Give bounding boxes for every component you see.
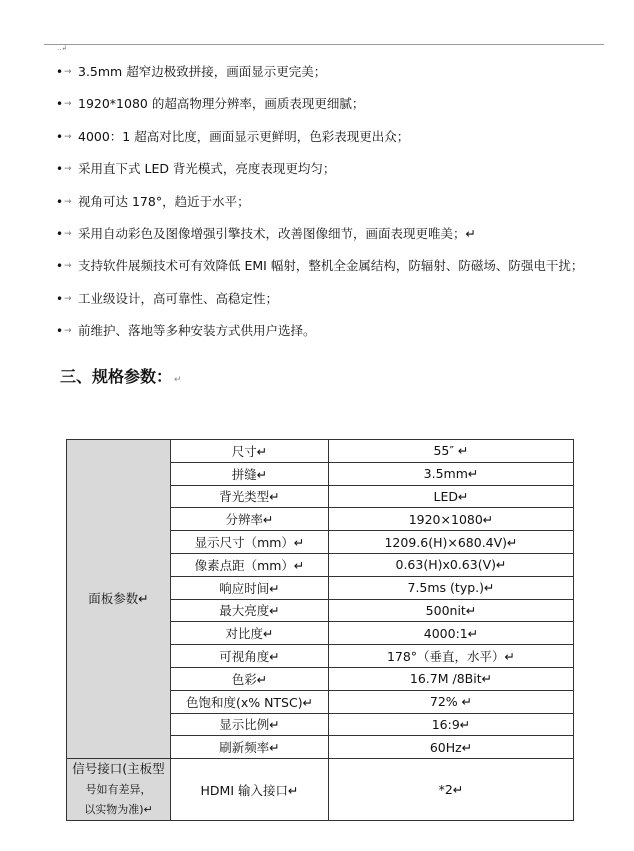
spec-name: 拼缝↵: [171, 462, 329, 485]
spec-name: 最大亮度↵: [171, 599, 329, 622]
spec-value: 16.7M /8Bit↵: [329, 667, 574, 690]
spec-value: LED↵: [329, 485, 574, 508]
spec-name: 色彩↵: [171, 667, 329, 690]
list-item: [56, 94, 616, 126]
tab-arrow-icon: →: [64, 164, 72, 175]
feature-text: 视角可达 178°，趋近于水平；: [78, 193, 250, 209]
spec-name: 对比度↵: [171, 622, 329, 645]
list-item: [56, 321, 616, 353]
bullet-icon: •: [56, 291, 64, 306]
list-item: [56, 224, 616, 256]
bullet-icon: •: [56, 129, 64, 144]
spec-table: [66, 439, 574, 821]
tab-arrow-icon: →: [64, 326, 72, 337]
signal-group-line: 信号接口(主板型: [72, 761, 165, 777]
feature-list: [56, 62, 616, 354]
spec-value: 60Hz↵: [329, 736, 574, 759]
spec-value: 55″ ↵: [329, 440, 574, 463]
spec-value: 4000:1↵: [329, 622, 574, 645]
spec-value: 1920×1080↵: [329, 508, 574, 531]
feature-text: 前维护、落地等多种安装方式供用户选择。: [78, 323, 316, 339]
spec-value: 7.5ms (typ.)↵: [329, 576, 574, 599]
spec-value: 500nit↵: [329, 599, 574, 622]
spec-value: *2↵: [329, 759, 574, 821]
spec-name: 显示尺寸（mm）↵: [171, 531, 329, 554]
section-heading: [60, 364, 182, 387]
spec-name: 色饱和度(x% NTSC)↵: [171, 690, 329, 713]
feature-text: 1920*1080 的超高物理分辨率，画质表现更细腻；: [78, 96, 365, 112]
spec-value: 3.5mm↵: [329, 462, 574, 485]
feature-text: 支持软件展频技术可有效降低 EMI 幅射，整机全金属结构，防辐射、防磁场、防强电干扰；: [78, 258, 584, 274]
spec-name: 响应时间↵: [171, 576, 329, 599]
spec-name: 刷新频率↵: [171, 736, 329, 759]
panel-params-group: 面板参数↵: [67, 440, 171, 759]
tab-arrow-icon: →: [64, 293, 72, 304]
table-row: [67, 759, 574, 821]
section-heading-text: 三、规格参数：: [60, 367, 173, 386]
spec-name: 像素点距（mm）↵: [171, 553, 329, 576]
paragraph-mark: ..↲: [57, 44, 68, 52]
spec-value: 16:9↵: [329, 713, 574, 736]
spec-name: 尺寸↵: [171, 440, 329, 463]
header-rule: [44, 44, 604, 45]
tab-arrow-icon: →: [64, 131, 72, 142]
bullet-icon: •: [56, 259, 64, 274]
feature-text: 3.5mm 超窄边极致拼接，画面显示更完美；: [78, 64, 327, 79]
spec-name: 背光类型↵: [171, 485, 329, 508]
feature-text: 采用自动彩色及图像增强引擎技术，改善图像细节，画面表现更唯美；↵: [78, 225, 476, 241]
bullet-icon: •: [56, 226, 64, 241]
spec-value: 72% ↵: [329, 690, 574, 713]
spec-value: 178°（垂直，水平）↵: [329, 645, 574, 668]
feature-text: 工业级设计，高可靠性、高稳定性；: [78, 290, 279, 306]
list-item: [56, 62, 616, 94]
signal-group-line: 以实物为准)↵: [84, 803, 153, 817]
spec-name: 可视角度↵: [171, 645, 329, 668]
feature-text: 4000：1 超高对比度，画面显示更鲜明，色彩表现更出众；: [78, 128, 410, 144]
tab-arrow-icon: →: [64, 196, 72, 207]
bullet-icon: •: [56, 162, 64, 177]
bullet-icon: •: [56, 194, 64, 209]
bullet-icon: •: [56, 97, 64, 112]
paragraph-mark: ↵: [174, 375, 182, 385]
tab-arrow-icon: →: [64, 261, 72, 272]
list-item: [56, 159, 616, 191]
tab-arrow-icon: →: [64, 228, 72, 239]
spec-name: 分辨率↵: [171, 508, 329, 531]
spec-value: 0.63(H)x0.63(V)↵: [329, 553, 574, 576]
table-row: [67, 440, 574, 463]
tab-arrow-icon: →: [64, 99, 72, 110]
signal-group-line: 号如有差异，: [85, 783, 152, 797]
feature-text: 采用直下式 LED 背光模式，亮度表现更均匀；: [78, 161, 336, 177]
bullet-icon: •: [56, 65, 64, 79]
tab-arrow-icon: →: [64, 67, 72, 77]
signal-interface-group: [67, 759, 171, 821]
list-item: [56, 127, 616, 159]
spec-name: 显示比例↵: [171, 713, 329, 736]
spec-value: 1209.6(H)×680.4V)↵: [329, 531, 574, 554]
list-item: [56, 192, 616, 224]
list-item: [56, 256, 616, 288]
spec-name: HDMI 输入接口↵: [171, 759, 329, 821]
bullet-icon: •: [56, 324, 64, 339]
list-item: [56, 289, 616, 321]
